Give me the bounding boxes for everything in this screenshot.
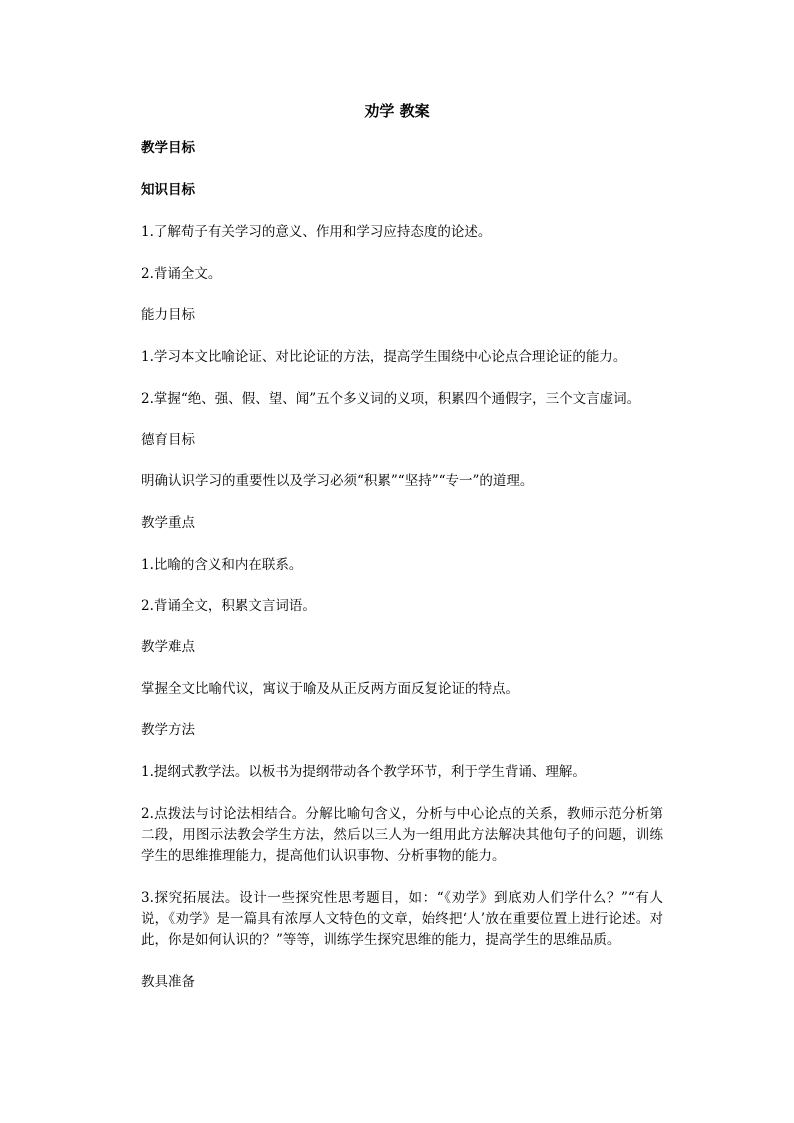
key-point-2: 2.背诵全文，积累文言词语。 <box>141 598 316 614</box>
heading-knowledge-goals: 知识目标 <box>141 182 195 198</box>
method-1: 1.提纲式教学法。以板书为提纲带动各个教学环节，利于学生背诵、理解。 <box>141 764 586 780</box>
heading-moral-goals: 德育目标 <box>141 432 195 448</box>
heading-ability-goals: 能力目标 <box>141 307 195 323</box>
knowledge-goal-2: 2.背诵全文。 <box>141 266 222 282</box>
heading-teaching-aids: 教具准备 <box>141 974 195 990</box>
heading-teaching-goals: 教学目标 <box>141 140 195 156</box>
document-title: 劝学 教案 <box>364 102 430 120</box>
ability-goal-2: 2.掌握“绝、强、假、望、闻”五个多义词的义项，积累四个通假字，三个文言虚词。 <box>141 391 641 407</box>
ability-goal-1: 1.学习本文比喻论证、对比论证的方法，提高学生围绕中心论点合理论证的能力。 <box>141 349 627 365</box>
moral-goal: 明确认识学习的重要性以及学习必须“积累”“坚持”“专一”的道理。 <box>141 473 534 489</box>
heading-difficulties: 教学难点 <box>141 639 195 655</box>
difficulty-text: 掌握全文比喻代议，寓议于喻及从正反两方面反复论证的特点。 <box>141 681 519 697</box>
heading-key-points: 教学重点 <box>141 515 195 531</box>
method-2-paragraph: 2.点拨法与讨论法相结合。分解比喻句含义，分析与中心论点的关系，教师示范分析第二段，用图示法教会学生方法，然后以三人为一组用此方法解决其他句子的问题，训练学生的思维推理能力，提高他们认识事物、分析事物的能力。 <box>141 806 663 864</box>
heading-methods: 教学方法 <box>141 722 195 738</box>
key-point-1: 1.比喻的含义和内在联系。 <box>141 557 303 573</box>
method-3-paragraph: 3.探究拓展法。设计一些探究性思考题目，如：“《劝学》到底劝人们学什么？”“有人说，《劝学》是一篇具有浓厚人文特色的文章，始终把‘人’放在重要位置上进行论述。对此，你是如何认识的？”等等，训练学生探究思维的能力，提高学生的思维品质。 <box>141 890 663 948</box>
knowledge-goal-1: 1.了解荀子有关学习的意义、作用和学习应持态度的论述。 <box>141 224 492 240</box>
